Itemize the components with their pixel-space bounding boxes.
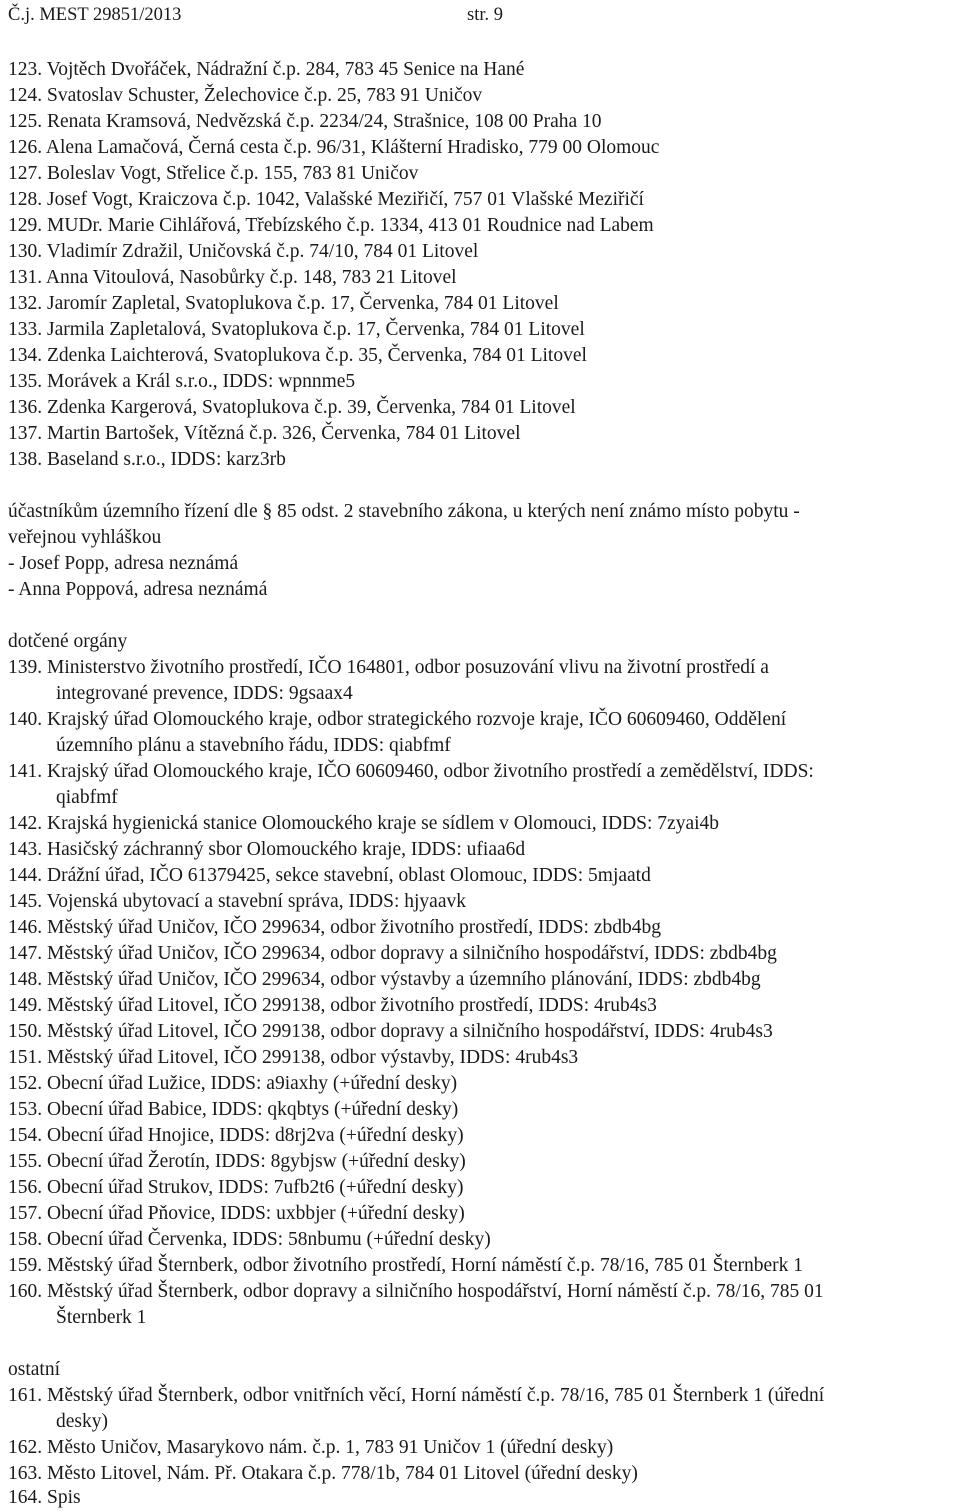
list-item: 155. Obecní úřad Žerotín, IDDS: 8gybjsw (+úřední desky) bbox=[8, 1151, 466, 1172]
list-item: 157. Obecní úřad Pňovice, IDDS: uxbbjer (+úřední desky) bbox=[8, 1203, 465, 1224]
list-item: 151. Městský úřad Litovel, IČO 299138, odbor výstavby, IDDS: 4rub4s3 bbox=[8, 1047, 579, 1068]
list-item: 136. Zdenka Kargerová, Svatoplukova č.p. 39, Červenka, 784 01 Litovel bbox=[8, 397, 576, 418]
list-item: 148. Městský úřad Uničov, IČO 299634, odbor výstavby a územního plánování, IDDS: zbdb4bg bbox=[8, 969, 761, 990]
list-item: 143. Hasičský záchranný sbor Olomouckého kraje, IDDS: ufiaa6d bbox=[8, 839, 526, 860]
page-header bbox=[8, 3, 952, 27]
section-intro: účastníkům územního řízení dle § 85 odst. 2 stavebního zákona, u kterých není známo místo pobytu - bbox=[8, 501, 800, 522]
list-item: 158. Obecní úřad Červenka, IDDS: 58nbumu (+úřední desky) bbox=[8, 1229, 491, 1250]
list-item: 164. Spis bbox=[8, 1487, 81, 1508]
reference-number: Č.j. MEST 29851/2013 bbox=[8, 5, 182, 25]
section-intro-cont: veřejnou vyhláškou bbox=[8, 527, 162, 548]
list-item: 129. MUDr. Marie Cihlářová, Třebízského č.p. 1334, 413 01 Roudnice nad Labem bbox=[8, 215, 654, 236]
list-item: 141. Krajský úřad Olomouckého kraje, IČO 60609460, odbor životního prostředí a zemědělství, IDDS: bbox=[8, 761, 814, 782]
list-item: 126. Alena Lamačová, Černá cesta č.p. 96/31, Klášterní Hradisko, 779 00 Olomouc bbox=[8, 137, 660, 158]
list-item: 124. Svatoslav Schuster, Želechovice č.p. 25, 783 91 Uničov bbox=[8, 85, 483, 106]
list-item: 149. Městský úřad Litovel, IČO 299138, odbor životního prostředí, IDDS: 4rub4s3 bbox=[8, 995, 657, 1016]
list-item: 138. Baseland s.r.o., IDDS: karz3rb bbox=[8, 449, 286, 470]
list-item: 144. Drážní úřad, IČO 61379425, sekce stavební, oblast Olomouc, IDDS: 5mjaatd bbox=[8, 865, 651, 886]
list-item: 160. Městský úřad Šternberk, odbor dopravy a silničního hospodářství, Horní náměstí č.p. 78/16, 785 01 bbox=[8, 1281, 824, 1302]
list-item: 132. Jaromír Zapletal, Svatoplukova č.p. 17, Červenka, 784 01 Litovel bbox=[8, 293, 559, 314]
list-item: 125. Renata Kramsová, Nedvězská č.p. 2234/24, Strašnice, 108 00 Praha 10 bbox=[8, 111, 602, 132]
list-item: - Josef Popp, adresa neznámá bbox=[8, 553, 239, 574]
list-item: 135. Morávek a Král s.r.o., IDDS: wpnnme5 bbox=[8, 371, 356, 392]
list-item: 159. Městský úřad Šternberk, odbor životního prostředí, Horní náměstí č.p. 78/16, 785 01 Šternberk 1 bbox=[8, 1255, 804, 1276]
list-item: 123. Vojtěch Dvořáček, Nádražní č.p. 284, 783 45 Senice na Hané bbox=[8, 59, 525, 80]
list-item: 137. Martin Bartošek, Vítězná č.p. 326, Červenka, 784 01 Litovel bbox=[8, 423, 521, 444]
section-heading: dotčené orgány bbox=[8, 631, 128, 652]
list-item: 161. Městský úřad Šternberk, odbor vnitřních věcí, Horní náměstí č.p. 78/16, 785 01 Šternberk 1 (úřední bbox=[8, 1385, 825, 1406]
list-item-cont: integrované prevence, IDDS: 9gsaax4 bbox=[56, 683, 353, 704]
list-item: 156. Obecní úřad Strukov, IDDS: 7ufb2t6 (+úřední desky) bbox=[8, 1177, 464, 1198]
list-item: 145. Vojenská ubytovací a stavební správa, IDDS: hjyaavk bbox=[8, 891, 466, 912]
list-item-cont: Šternberk 1 bbox=[56, 1307, 147, 1328]
list-item: 131. Anna Vitoulová, Nasobůrky č.p. 148, 783 21 Litovel bbox=[8, 267, 457, 288]
list-item: 133. Jarmila Zapletalová, Svatoplukova č.p. 17, Červenka, 784 01 Litovel bbox=[8, 319, 585, 340]
list-item-cont: desky) bbox=[56, 1411, 108, 1432]
list-item-cont: qiabfmf bbox=[56, 787, 118, 808]
list-item: 128. Josef Vogt, Kraiczova č.p. 1042, Valašské Meziřičí, 757 01 Vlašské Meziřičí bbox=[8, 189, 644, 210]
list-item: 146. Městský úřad Uničov, IČO 299634, odbor životního prostředí, IDDS: zbdb4bg bbox=[8, 917, 662, 938]
list-item: 150. Městský úřad Litovel, IČO 299138, odbor dopravy a silničního hospodářství, IDDS: 4rub4s3 bbox=[8, 1021, 773, 1042]
list-item: 152. Obecní úřad Lužice, IDDS: a9iaxhy (+úřední desky) bbox=[8, 1073, 458, 1094]
section-heading: ostatní bbox=[8, 1359, 60, 1380]
list-item: 153. Obecní úřad Babice, IDDS: qkqbtys (+úřední desky) bbox=[8, 1099, 459, 1120]
list-item: 139. Ministerstvo životního prostředí, IČO 164801, odbor posuzování vlivu na životní prostředí a bbox=[8, 657, 769, 678]
list-item: - Anna Poppová, adresa neznámá bbox=[8, 579, 268, 600]
list-item: 147. Městský úřad Uničov, IČO 299634, odbor dopravy a silničního hospodářství, IDDS: zbdb4bg bbox=[8, 943, 777, 964]
list-item: 163. Město Litovel, Nám. Př. Otakara č.p. 778/1b, 784 01 Litovel (úřední desky) bbox=[8, 1463, 638, 1484]
list-item: 127. Boleslav Vogt, Střelice č.p. 155, 783 81 Uničov bbox=[8, 163, 419, 184]
list-item: 162. Město Uničov, Masarykovo nám. č.p. 1, 783 91 Uničov 1 (úřední desky) bbox=[8, 1437, 614, 1458]
list-item: 140. Krajský úřad Olomouckého kraje, odbor strategického rozvoje kraje, IČO 60609460, Oddělení bbox=[8, 709, 787, 730]
list-item: 134. Zdenka Laichterová, Svatoplukova č.p. 35, Červenka, 784 01 Litovel bbox=[8, 345, 587, 366]
list-item: 130. Vladimír Zdražil, Uničovská č.p. 74/10, 784 01 Litovel bbox=[8, 241, 479, 262]
page-number: str. 9 bbox=[467, 5, 503, 25]
list-item: 142. Krajská hygienická stanice Olomouckého kraje se sídlem v Olomouci, IDDS: 7zyai4b bbox=[8, 813, 720, 834]
list-item-cont: územního plánu a stavebního řádu, IDDS: qiabfmf bbox=[56, 735, 451, 756]
list-item: 154. Obecní úřad Hnojice, IDDS: d8rj2va (+úřední desky) bbox=[8, 1125, 464, 1146]
